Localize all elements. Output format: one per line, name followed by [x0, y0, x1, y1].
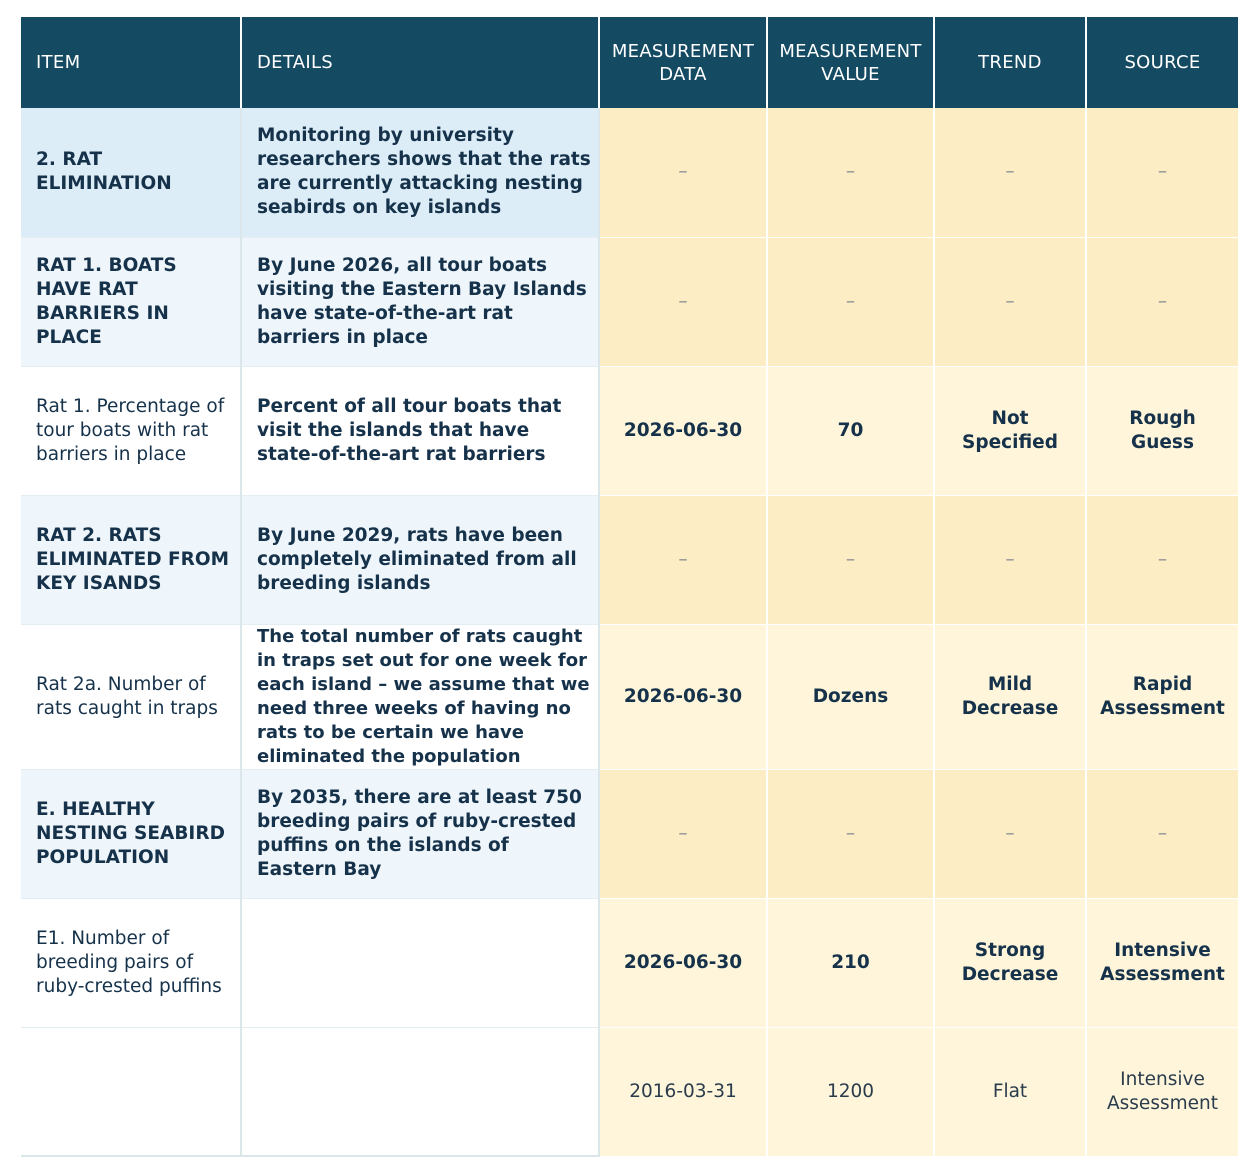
value-cell: 210 — [767, 898, 934, 1027]
header-measurement-data: MEASUREMENT DATA — [599, 17, 767, 108]
date-cell: – — [599, 108, 767, 237]
trend-cell: Flat — [934, 1027, 1086, 1156]
value-cell: – — [767, 108, 934, 237]
details-cell: By June 2029, rats have been completely eliminated from all breeding islands — [241, 495, 599, 624]
date-cell: 2026-06-30 — [599, 898, 767, 1027]
item-cell: E. HEALTHY NESTING SEABIRD POPULATION — [21, 769, 241, 898]
details-cell: By 2035, there are at least 750 breeding pairs of ruby-crested puffins on the islands of Eastern Bay — [241, 769, 599, 898]
item-cell: E1. Number of breeding pairs of ruby-crested puffins — [21, 898, 241, 1027]
header-source: SOURCE — [1086, 17, 1238, 108]
source-cell: Intensive Assessment — [1086, 898, 1238, 1027]
table-row — [21, 769, 1238, 898]
source-cell: Rapid Assessment — [1086, 624, 1238, 769]
source-cell: – — [1086, 495, 1238, 624]
table-row — [21, 237, 1238, 366]
table-row — [21, 1027, 1238, 1156]
trend-cell: Mild Decrease — [934, 624, 1086, 769]
date-cell: 2016-03-31 — [599, 1027, 767, 1156]
source-cell: Rough Guess — [1086, 366, 1238, 495]
trend-cell: Not Specified — [934, 366, 1086, 495]
trend-cell: – — [934, 237, 1086, 366]
table-row — [21, 366, 1238, 495]
details-cell — [241, 898, 599, 1027]
table-row — [21, 495, 1238, 624]
source-cell: – — [1086, 237, 1238, 366]
table-row — [21, 624, 1238, 769]
item-cell: 2. RAT ELIMINATION — [21, 108, 241, 237]
header-details: DETAILS — [241, 17, 599, 108]
value-cell: Dozens — [767, 624, 934, 769]
item-cell: Rat 2a. Number of rats caught in traps — [21, 624, 241, 769]
item-cell: RAT 2. RATS ELIMINATED FROM KEY ISANDS — [21, 495, 241, 624]
trend-cell: – — [934, 108, 1086, 237]
value-cell: 70 — [767, 366, 934, 495]
table-bottom-divider — [21, 1155, 599, 1157]
trend-cell: – — [934, 495, 1086, 624]
trend-cell: Strong Decrease — [934, 898, 1086, 1027]
source-cell: – — [1086, 108, 1238, 237]
date-cell: – — [599, 495, 767, 624]
date-cell: 2026-06-30 — [599, 366, 767, 495]
details-cell — [241, 1027, 599, 1156]
indicator-table — [21, 17, 1238, 1157]
value-cell: – — [767, 237, 934, 366]
header-measurement-value: MEASUREMENT VALUE — [767, 17, 934, 108]
value-cell: – — [767, 769, 934, 898]
table-header-row — [21, 17, 1238, 108]
date-cell: – — [599, 237, 767, 366]
source-cell: Intensive Assessment — [1086, 1027, 1238, 1156]
details-cell: Percent of all tour boats that visit the islands that have state-of-the-art rat barriers — [241, 366, 599, 495]
details-cell: Monitoring by university researchers shows that the rats are currently attacking nesting seabirds on key islands — [241, 108, 599, 237]
header-trend: TREND — [934, 17, 1086, 108]
item-cell: RAT 1. BOATS HAVE RAT BARRIERS IN PLACE — [21, 237, 241, 366]
table-row — [21, 898, 1238, 1027]
date-cell: 2026-06-30 — [599, 624, 767, 769]
source-cell: – — [1086, 769, 1238, 898]
header-item: ITEM — [21, 17, 241, 108]
value-cell: 1200 — [767, 1027, 934, 1156]
date-cell: – — [599, 769, 767, 898]
table-row — [21, 108, 1238, 237]
item-cell — [21, 1027, 241, 1156]
trend-cell: – — [934, 769, 1086, 898]
details-cell: By June 2026, all tour boats visiting the Eastern Bay Islands have state-of-the-art rat barriers in place — [241, 237, 599, 366]
value-cell: – — [767, 495, 934, 624]
item-cell: Rat 1. Percentage of tour boats with rat barriers in place — [21, 366, 241, 495]
details-cell: The total number of rats caught in traps set out for one week for each island – we assume that we need three weeks of having no rats to be certain we have eliminated the population — [241, 624, 599, 769]
